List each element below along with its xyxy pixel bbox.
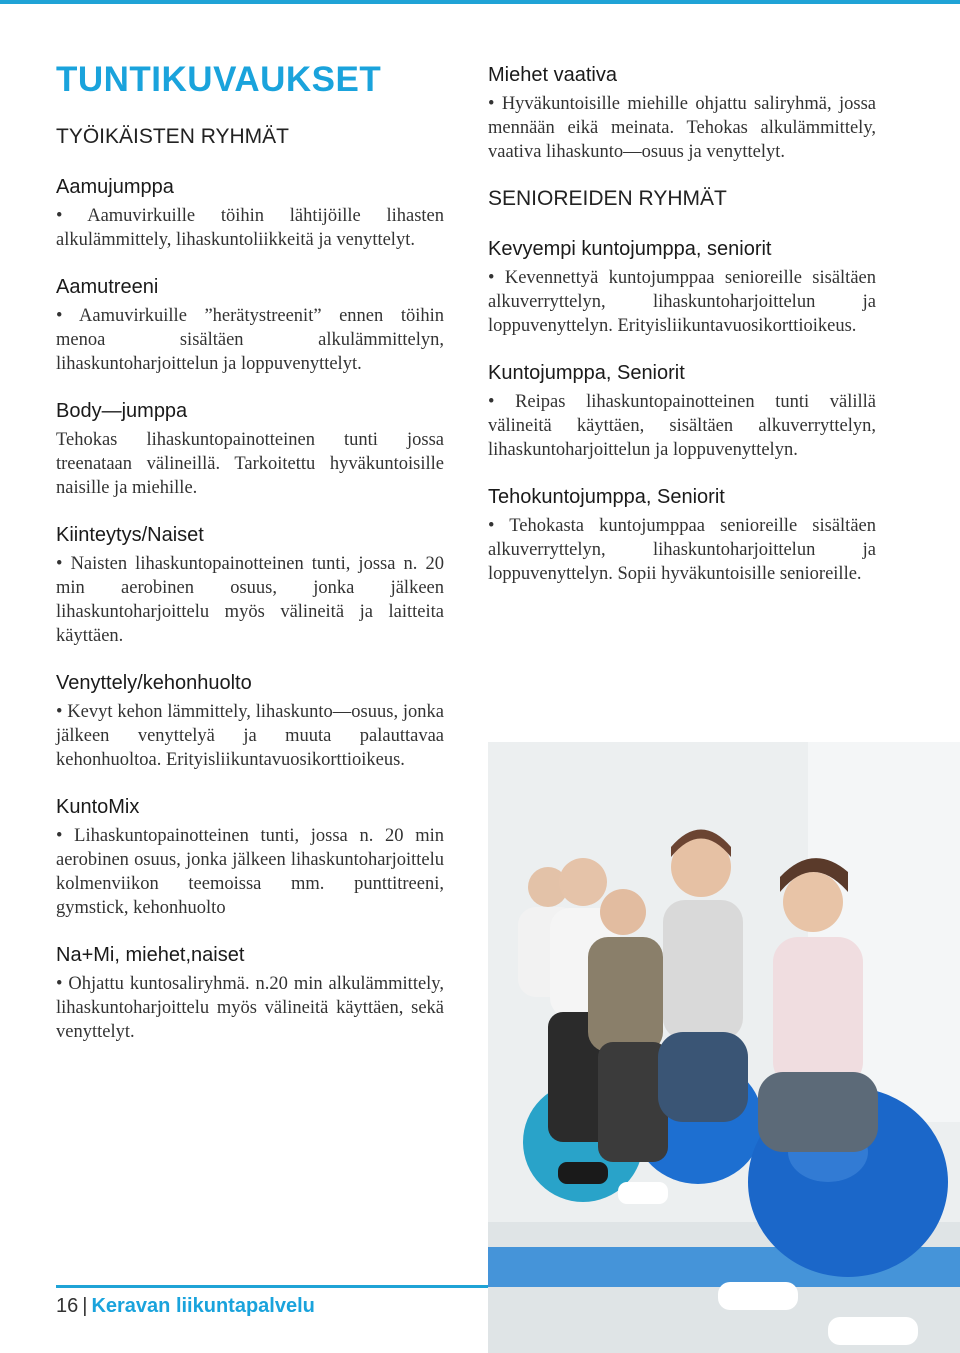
group-title-working-age: TYÖIKÄISTEN RYHMÄT [56, 125, 289, 148]
section-kuntomix [56, 794, 444, 920]
section-body-jumppa [56, 398, 444, 500]
section-heading: Miehet vaativa [488, 64, 617, 86]
section-body: • Naisten lihaskuntopainotteinen tunti, jossa n. 20 min aerobinen osuus, jonka jälkeen lihaskuntoharjoittelu myös välineitä ja laitteita käyttäen. [56, 554, 444, 646]
section-body: • Hyväkuntoisille miehille ohjattu saliryhmä, jossa mennään eikä meinata. Tehokas alkulämmittely, vaativa lihaskunto—osuus ja venyttelyt. [488, 94, 876, 162]
section-kiinteytys [56, 522, 444, 648]
section-body: • Aamuvirkuille ”herätystreenit” ennen töihin menoa sisältäen alkulämmittelyn, lihaskuntoharjoittelun ja loppuvenyttelyt. [56, 306, 444, 374]
section-aamujumppa [56, 174, 444, 252]
section-body: • Lihaskuntopainotteinen tunti, jossa n. 20 min aerobinen osuus, jonka jälkeen lihaskuntoharjoittelu kolmenviikon teemoissa mm. punttitreeni, gymstick, kehonhuolto [56, 826, 444, 918]
section-body: Tehokas lihaskuntopainotteinen tunti jossa treenataan välineillä. Tarkoitettu hyväkuntoisille naisille ja miehille. [56, 430, 444, 498]
section-heading: Aamujumppa [56, 176, 174, 198]
section-heading: Aamutreeni [56, 276, 159, 298]
page-footer [56, 1294, 315, 1318]
section-miehet-vaativa [488, 62, 876, 164]
section-heading: KuntoMix [56, 796, 140, 818]
section-heading: Venyttely/kehonhuolto [56, 672, 252, 694]
section-heading: Kevyempi kuntojumppa, seniorit [488, 238, 772, 260]
section-heading: Kuntojumppa, Seniorit [488, 362, 685, 384]
footer-rule [56, 1285, 488, 1288]
exercise-photo-illustration [488, 742, 960, 1353]
exercise-photo [488, 742, 960, 1353]
page-title: TUNTIKUVAUKSET [56, 60, 382, 99]
section-kuntojumppa-seniorit [488, 360, 876, 462]
section-heading: Tehokuntojumppa, Seniorit [488, 486, 725, 508]
section-aamutreeni [56, 274, 444, 376]
section-tehokuntojumppa [488, 484, 876, 586]
left-column [56, 58, 444, 1066]
section-venyttely [56, 670, 444, 772]
section-heading: Kiinteytys/Naiset [56, 524, 204, 546]
section-body: • Aamuvirkuille töihin lähtijöille lihasten alkulämmittely, lihaskuntoliikkeitä ja venyttelyt. [56, 206, 444, 250]
footer-separator: | [82, 1295, 88, 1317]
publisher-name: Keravan liikuntapalvelu [91, 1295, 315, 1317]
section-heading: Body—jumppa [56, 400, 188, 422]
section-body: • Reipas lihaskuntopainotteinen tunti välillä välineitä käyttäen, sisältäen alkuverryttelyn, lihaskuntoharjoittelun ja loppuvenyttelyn. [488, 392, 876, 460]
section-body: • Tehokasta kuntojumppaa senioreille sisältäen alkuverryttelyn, lihaskuntoharjoittelun ja loppuvenyttelyn. Sopii hyväkuntoisille senioreille. [488, 516, 876, 584]
group-title-seniors: SENIOREIDEN RYHMÄT [488, 187, 727, 210]
section-body: • Kevennettyä kuntojumppaa senioreille sisältäen alkuverryttelyn, lihaskuntoharjoittelun ja loppuvenyttelyn. Erityisliikuntavuosikorttioikeus. [488, 268, 876, 336]
section-kevyempi-kuntojumppa [488, 236, 876, 338]
page-number: 16 [56, 1295, 79, 1317]
top-rule [0, 0, 960, 4]
section-body: • Kevyt kehon lämmittely, lihaskunto—osuus, jonka jälkeen venyttelyä ja muuta palauttavaa kehonhuoltoa. Erityisliikuntavuosikorttioikeus. [56, 702, 444, 770]
section-heading: Na+Mi, miehet,naiset [56, 944, 245, 966]
section-na-mi [56, 942, 444, 1044]
right-column [488, 62, 876, 608]
section-body: • Ohjattu kuntosaliryhmä. n.20 min alkulämmittely, lihaskuntoharjoittelu myös välineitä käyttäen, sekä venyttelyt. [56, 974, 444, 1042]
